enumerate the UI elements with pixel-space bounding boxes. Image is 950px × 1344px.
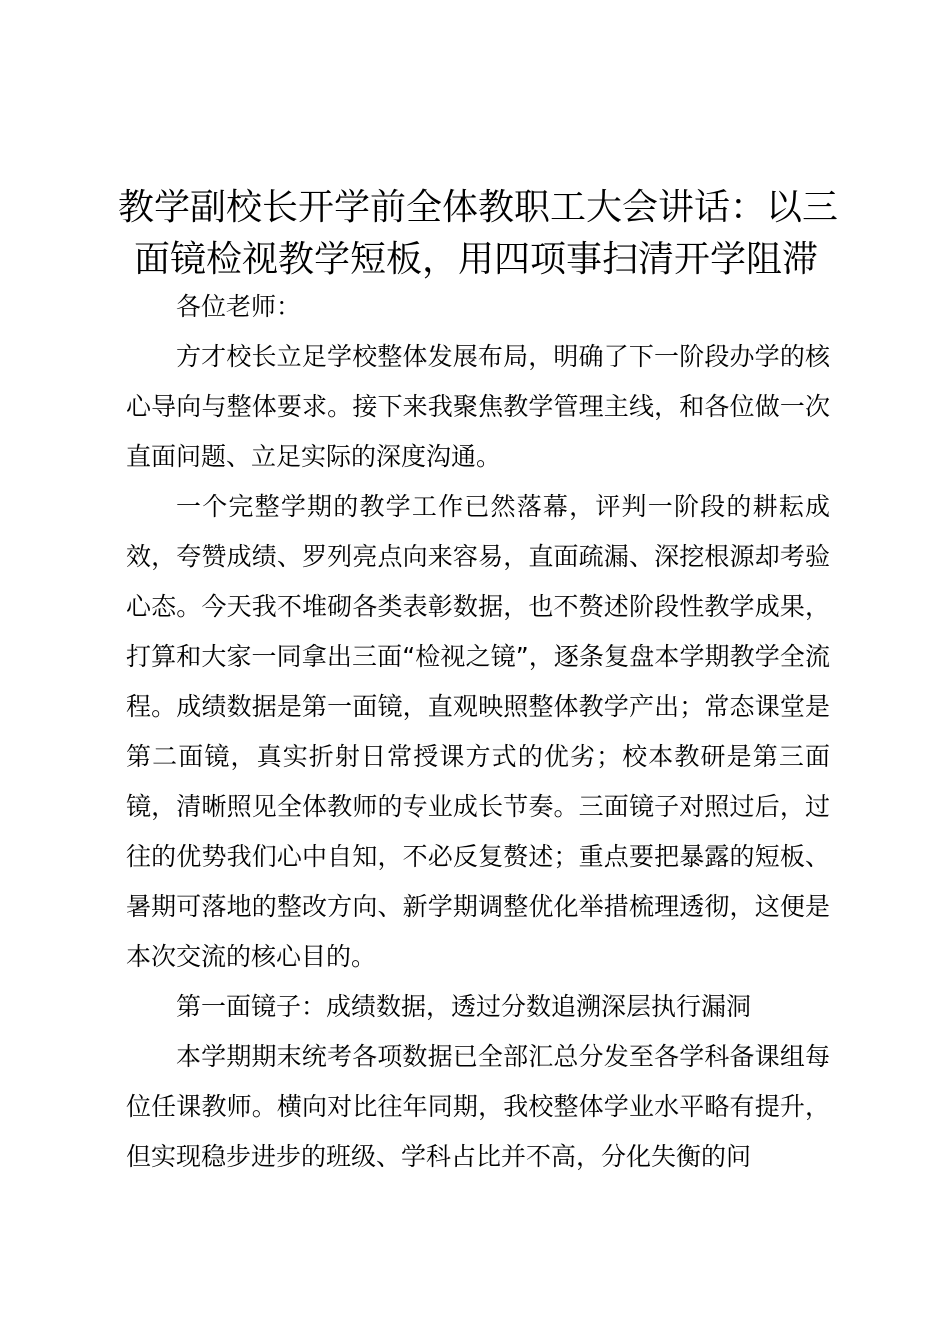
title-line-1: 教学副校长开学前全体教职工大会讲话：以三 bbox=[118, 187, 839, 228]
section-heading-first-mirror: 第一面镜子：成绩数据，透过分数追溯深层执行漏洞 bbox=[176, 992, 752, 1021]
document-body bbox=[126, 282, 830, 1182]
paragraph-overview: 一个完整学期的教学工作已然落幕，评判一阶段的耕耘成效，夸赞成绩、罗列亮点向来容易，直面疏漏、深挖根源却考验心态。今天我不堆砌各类表彰数据，也不赘述阶段性教学成果，打算和大家一同拿出三面“检视之镜”，逐条复盘本学期教学全流程。成绩数据是第一面镜，直观映照整体教学产出；常态课堂是第二面镜，真实折射日常授课方式的优劣；校本教研是第三面镜，清晰照见全体教师的专业成长节奏。三面镜子对照过后，过往的优势我们心中自知，不必反复赘述；重点要把暴露的短板、暑期可落地的整改方向、新学期调整优化举措梳理透彻，这便是本次交流的核心目的。 bbox=[126, 492, 830, 971]
paragraph-intro: 方才校长立足学校整体发展布局，明确了下一阶段办学的核心导向与整体要求。接下来我聚焦教学管理主线，和各位做一次直面问题、立足实际的深度沟通。 bbox=[126, 342, 830, 471]
title-line-2: 面镜检视教学短板，用四项事扫清开学阻滞 bbox=[133, 239, 818, 280]
greeting: 各位老师： bbox=[176, 292, 302, 321]
document-title bbox=[118, 182, 839, 286]
paragraph-exam-data: 本学期期末统考各项数据已全部汇总分发至各学科备课组每位任课教师。横向对比往年同期，我校整体学业水平略有提升，但实现稳步进步的班级、学科占比并不高，分化失衡的问 bbox=[126, 1042, 830, 1171]
